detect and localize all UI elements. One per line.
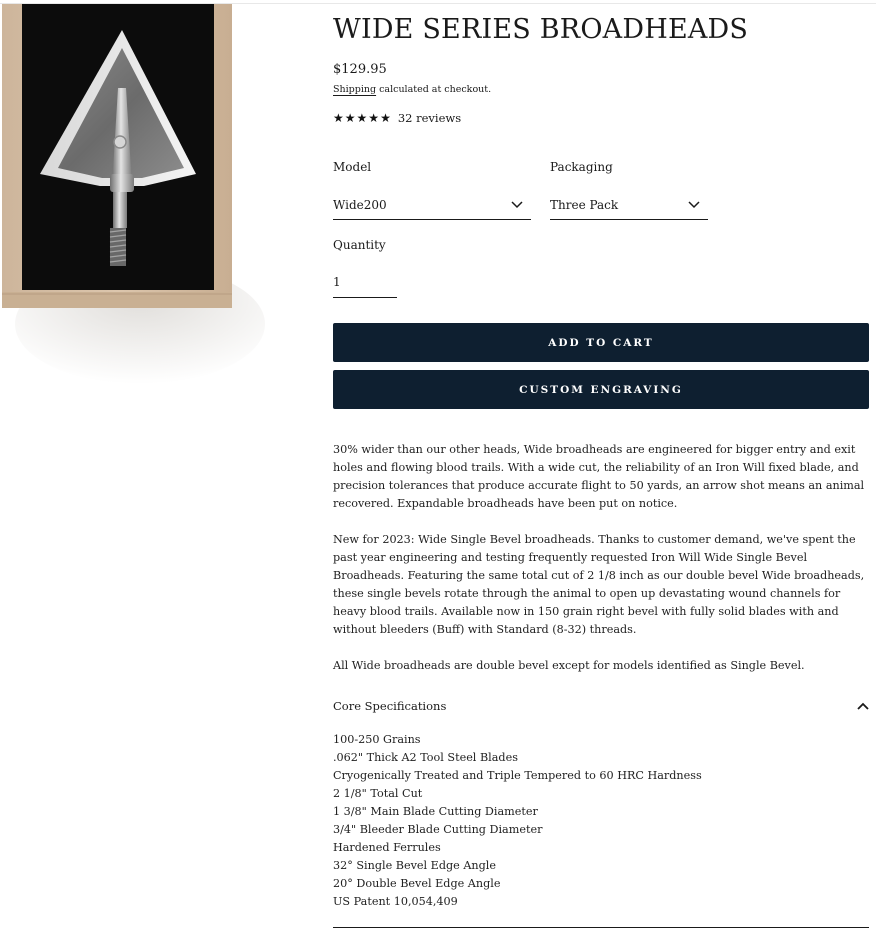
quantity-input[interactable]: 1	[333, 266, 397, 298]
chevron-up-icon	[857, 702, 869, 710]
reviews-count[interactable]: 32 reviews	[397, 111, 462, 125]
core-specifications-toggle[interactable]	[333, 694, 869, 718]
chevron-down-icon	[688, 201, 700, 209]
shipping-text: calculated at checkout.	[376, 84, 492, 95]
spec-item: 32° Single Bevel Edge Angle	[333, 859, 496, 872]
model-label: Model	[333, 160, 372, 174]
rating-stars	[333, 112, 391, 124]
star-icon: ★	[344, 111, 356, 125]
description-paragraph: New for 2023: Wide Single Bevel broadheads. Thanks to customer demand, we've spent the past year engineering and testing frequently requested Iron Will Wide Single Bevel Broadheads. Featuring the same total cut of 2 1/8 inch as our double bevel Wide broadheads, these single bevels rotate through the animal to open up devastating wound channels for heavy blood trails. Available now in 150 grain right bevel with fully solid blades with and without bleeders (Buff) with Standard (8-32) threads.	[333, 533, 865, 636]
model-select-value: Wide200	[333, 197, 387, 212]
shipping-link[interactable]: Shipping	[333, 84, 377, 95]
description-paragraph: 30% wider than our other heads, Wide broadheads are engineered for bigger entry and exit holes and flowing blood trails. With a wide cut, the reliability of an Iron Will fixed blade, and precision tolerances that produce accurate flight to 50 yards, an arrow shot means an animal recovered. Expandable broadheads have been put on notice.	[333, 443, 865, 510]
spec-item: .062" Thick A2 Tool Steel Blades	[333, 751, 518, 764]
add-to-cart-button[interactable]: ADD TO CART	[333, 323, 869, 362]
chevron-down-icon	[511, 201, 523, 209]
spec-item: 3/4" Bleeder Blade Cutting Diameter	[333, 823, 543, 836]
star-icon: ★	[368, 111, 380, 125]
description-paragraph: All Wide broadheads are double bevel except for models identified as Single Bevel.	[333, 659, 805, 672]
custom-engraving-button[interactable]: CUSTOM ENGRAVING	[333, 370, 869, 409]
product-description	[333, 441, 869, 693]
product-title: WIDE SERIES BROADHEADS	[333, 14, 749, 45]
shipping-note	[333, 84, 491, 95]
star-icon: ★	[380, 111, 391, 125]
spec-item: 1 3/8" Main Blade Cutting Diameter	[333, 805, 538, 818]
packaging-label: Packaging	[550, 160, 613, 174]
core-specifications-heading: Core Specifications	[333, 699, 447, 713]
spec-item: US Patent 10,054,409	[333, 895, 458, 908]
product-rating[interactable]	[333, 111, 461, 125]
quantity-label: Quantity	[333, 238, 386, 252]
star-icon: ★	[333, 111, 344, 125]
product-price: $129.95	[333, 62, 387, 77]
spec-item: 2 1/8" Total Cut	[333, 787, 423, 800]
packaging-select[interactable]	[550, 190, 708, 220]
spec-item: 100-250 Grains	[333, 733, 421, 746]
spec-item: Hardened Ferrules	[333, 841, 441, 854]
product-image[interactable]	[0, 4, 265, 404]
accordion-divider	[333, 927, 869, 928]
star-icon: ★	[356, 111, 368, 125]
packaging-select-value: Three Pack	[550, 197, 619, 212]
spec-item: Cryogenically Treated and Triple Tempered to 60 HRC Hardness	[333, 769, 702, 782]
model-select[interactable]	[333, 190, 531, 220]
spec-item: 20° Double Bevel Edge Angle	[333, 877, 501, 890]
core-specifications-list	[333, 731, 702, 911]
